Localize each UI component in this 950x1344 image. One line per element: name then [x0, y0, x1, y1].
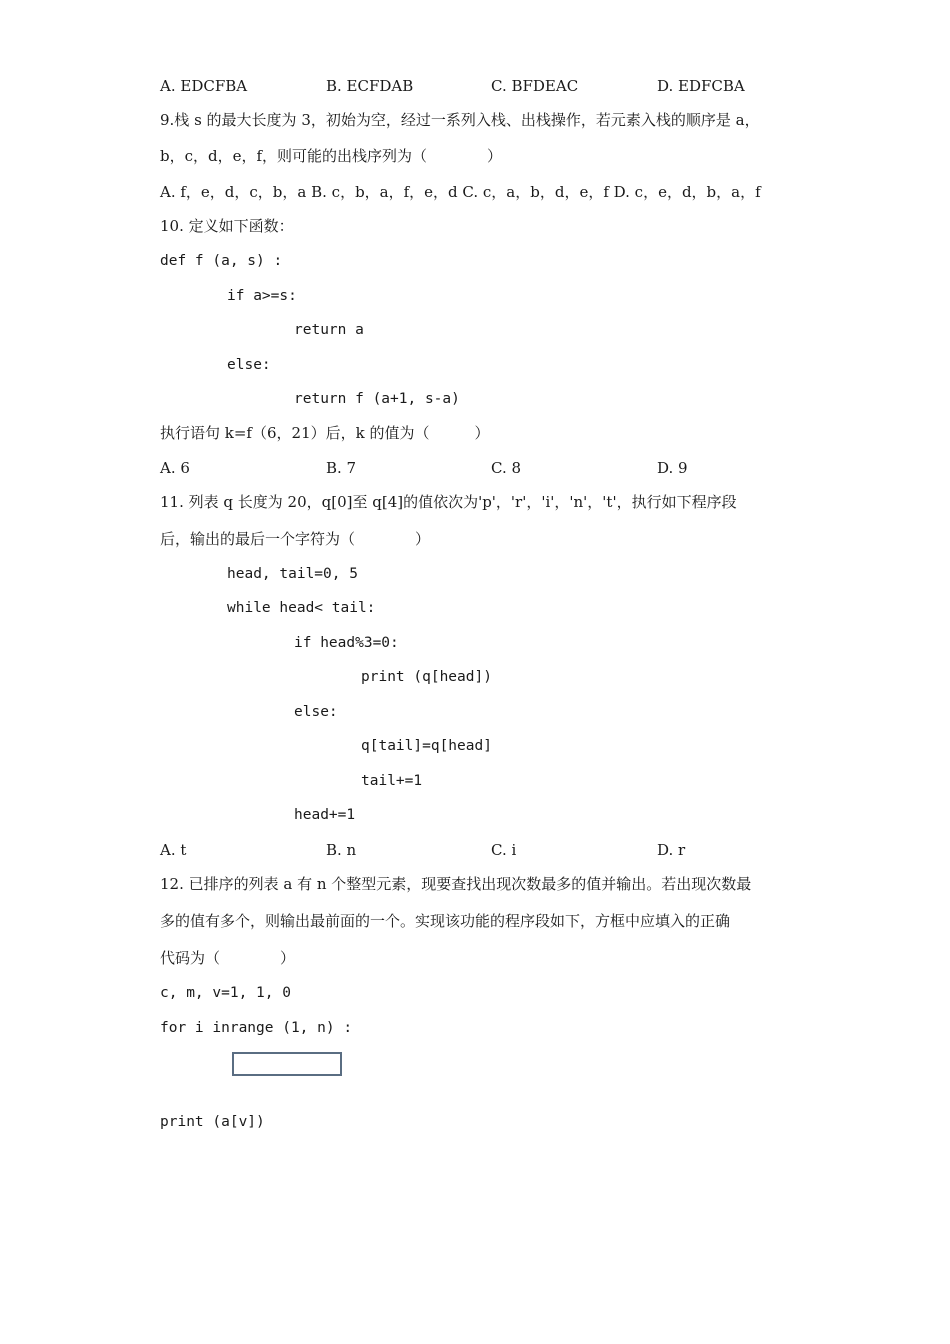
q11-code-line: tail+=1	[361, 773, 423, 789]
q12-code-line: print (a[v])	[160, 1114, 265, 1130]
q11-code-line: while head< tail:	[227, 600, 376, 616]
q10-question: 执行语句 k=f（6，21）后，k 的值为（ ）	[160, 424, 490, 442]
q12-code-line: c, m, v=1, 1, 0	[160, 985, 291, 1001]
q10-option-c: C. 8	[491, 459, 522, 477]
q10-code-line: def f (a, s) :	[160, 253, 283, 269]
q8-option-b: B. ECFDAB	[326, 77, 414, 95]
q11-option-d: D. r	[657, 841, 686, 859]
q9-stem-line2: b，c，d，e，f，则可能的出栈序列为（ ）	[160, 147, 503, 165]
q9-options: A. f，e，d，c，b，a B. c，b，a，f，e，d C. c，a，b，d，e，f D. c，e，d，b，a，f	[160, 183, 761, 201]
q11-code-line: if head%3=0:	[294, 635, 399, 651]
q12-code-line: for i inrange (1, n) :	[160, 1020, 353, 1036]
q10-code-line: return f (a+1, s-a)	[294, 391, 460, 407]
q8-option-c: C. BFDEAC	[491, 77, 579, 95]
q10-code-line: return a	[294, 322, 364, 338]
q11-stem-line1: 11. 列表 q 长度为 20，q[0]至 q[4]的值依次为'p'，'r'，'i'，'n'，'t'，执行如下程序段	[160, 493, 737, 511]
q9-stem-line1: 9.栈 s 的最大长度为 3，初始为空，经过一系列入栈、出栈操作，若元素入栈的顺序是 a，	[160, 111, 760, 129]
q8-option-a: A. EDCFBA	[160, 77, 248, 95]
q8-option-d: D. EDFCBA	[657, 77, 745, 95]
q11-code-line: else:	[294, 704, 338, 720]
q11-code-line: head+=1	[294, 807, 356, 823]
q11-option-b: B. n	[326, 841, 357, 859]
q11-code-line: print (q[head])	[361, 669, 492, 685]
q11-option-c: C. i	[491, 841, 517, 859]
q10-option-d: D. 9	[657, 459, 688, 477]
q10-code-line: else:	[227, 357, 271, 373]
q10-option-b: B. 7	[326, 459, 357, 477]
q10-option-a: A. 6	[160, 459, 190, 477]
q10-stem: 10. 定义如下函数：	[160, 217, 294, 235]
q11-stem-line2: 后，输出的最后一个字符为（ ）	[160, 530, 431, 548]
q12-stem-line3: 代码为（ ）	[160, 949, 296, 967]
q10-code-line: if a>=s:	[227, 288, 297, 304]
q12-stem-line1: 12. 已排序的列表 a 有 n 个整型元素，现要查找出现次数最多的值并输出。若出现次数最	[160, 875, 752, 893]
q12-stem-line2: 多的值有多个，则输出最前面的一个。实现该功能的程序段如下，方框中应填入的正确	[160, 912, 731, 930]
q11-option-a: A. t	[160, 841, 187, 859]
q11-code-line: q[tail]=q[head]	[361, 738, 492, 754]
q11-code-line: head, tail=0, 5	[227, 566, 358, 582]
answer-blank-box	[232, 1052, 342, 1076]
